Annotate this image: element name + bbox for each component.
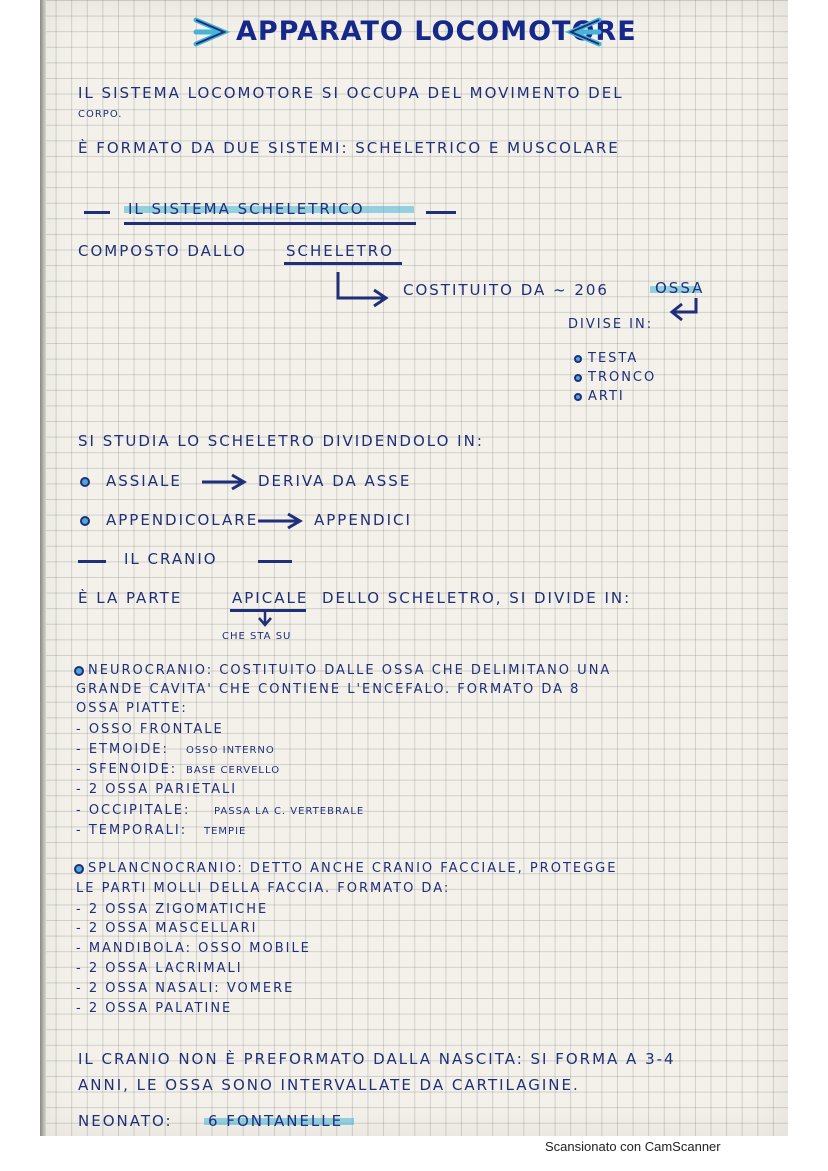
heading-dash-right [258,560,292,563]
study-meaning-appendicolare: APPENDICI [314,511,412,529]
study-intro: SI STUDIA LO SCHELETRO DIVIDENDOLO IN: [78,432,484,450]
bullet-dot [574,355,582,363]
skull-intro-word: APICALE [232,589,309,607]
splanc-line-1: SPLANCNOCRANIO: DETTO ANCHE CRANIO FACCIALE, PROTEGGE [88,861,618,876]
formation-line-2: ANNI, LE OSSA SONO INTERVALLATE DA CARTILAGINE. [78,1076,580,1094]
arrow-down-icon [257,610,273,628]
splanc-bone-3: - MANDIBOLA: OSSO MOBILE [76,941,311,956]
heading-dash-right [426,211,456,214]
page-title: APPARATO LOCOMOTORE [236,16,637,47]
neuro-bone-5-note: PASSA LA C. VERTEBRALE [214,806,365,817]
scanner-watermark: Scansionato con CamScanner [545,1139,721,1154]
neuro-bone-6: - TEMPORALI: [76,823,188,838]
newborn-word: 6 FONTANELLE [208,1112,344,1130]
bullet-dot [574,374,582,382]
part-arti: ARTI [588,389,625,404]
neuro-bone-6-note: TEMPIE [204,826,247,837]
neuro-bone-2-note: OSSO INTERNO [186,745,275,756]
intro-line-1: IL SISTEMA LOCOMOTORE SI OCCUPA DEL MOVIMENTO DEL [78,84,624,102]
apicale-note: CHE STA SU [222,631,292,642]
neuro-bone-4: - 2 OSSA PARIETALI [76,782,238,797]
bullet-dot [574,393,582,401]
composed-prefix: COMPOSTO DALLO [78,242,247,260]
composed-underline [284,262,402,265]
splanc-bone-1: - 2 OSSA ZIGOMATICHE [76,902,269,917]
bullet-dot [80,477,90,487]
neuro-bone-2: - ETMOIDE: [76,742,169,757]
arrow-right-icon [256,511,304,531]
skull-intro-prefix: È LA PARTE [78,589,183,607]
neuro-bone-3-note: BASE CERVELLO [186,765,281,776]
page-binding-edge [40,0,46,1136]
heading-dash-left [84,211,110,214]
constituted-prefix: COSTITUITO DA ~ 206 [403,281,609,299]
neuro-line-3: OSSA PIATTE: [76,701,188,716]
formation-line-1: IL CRANIO NON È PREFORMATO DALLA NASCITA: SI FORMA A 3-4 [78,1050,676,1068]
splanc-line-2: LE PARTI MOLLI DELLA FACCIA. FORMATO DA: [76,881,451,896]
arrow-down-right-icon [334,270,394,310]
study-meaning-assiale: DERIVA DA ASSE [258,472,412,490]
bullet-dot [80,516,90,526]
bullet-dot [74,666,84,676]
divided-label: DIVISE IN: [568,317,654,332]
composed-word: SCHELETRO [286,242,394,260]
skull-intro-suffix: DELLO SCHELETRO, SI DIVIDE IN: [322,589,632,607]
skull-heading: IL CRANIO [124,550,218,568]
splanc-bone-5: - 2 OSSA NASALI: VOMERE [76,981,295,996]
arrow-curve-down-left-icon [668,296,702,326]
title-arrow-right-icon [190,14,230,54]
arrow-right-icon [200,472,248,492]
intro-line-3: È FORMATO DA DUE SISTEMI: SCHELETRICO E MUSCOLARE [78,139,620,157]
splanc-bone-4: - 2 OSSA LACRIMALI [76,961,243,976]
part-tronco: TRONCO [588,370,657,385]
bullet-dot [74,864,84,874]
skeletal-heading: IL SISTEMA SCHELETRICO [128,200,365,218]
splanc-bone-6: - 2 OSSA PALATINE [76,1001,233,1016]
splanc-bone-2: - 2 OSSA MASCELLARI [76,921,258,936]
study-term-assiale: ASSIALE [106,472,182,490]
page-title-block [190,10,637,54]
neuro-line-1: NEUROCRANIO: COSTITUITO DALLE OSSA CHE DELIMITANO UNA [88,663,612,678]
constituted-word: OSSA [655,279,705,297]
title-arrow-left-icon [565,14,605,54]
newborn-prefix: NEONATO: [78,1112,173,1130]
study-term-appendicolare: APPENDICOLARE [106,511,259,529]
part-testa: TESTA [588,351,639,366]
neuro-bone-5: - OCCIPITALE: [76,803,191,818]
neuro-bone-1: - OSSO FRONTALE [76,722,224,737]
intro-line-2: CORPO. [78,109,123,120]
skeletal-heading-underline [124,222,416,225]
neuro-bone-3: - SFENOIDE: [76,762,178,777]
heading-dash-left [78,560,106,563]
neuro-line-2: GRANDE CAVITA' CHE CONTIENE L'ENCEFALO. FORMATO DA 8 [76,682,581,697]
